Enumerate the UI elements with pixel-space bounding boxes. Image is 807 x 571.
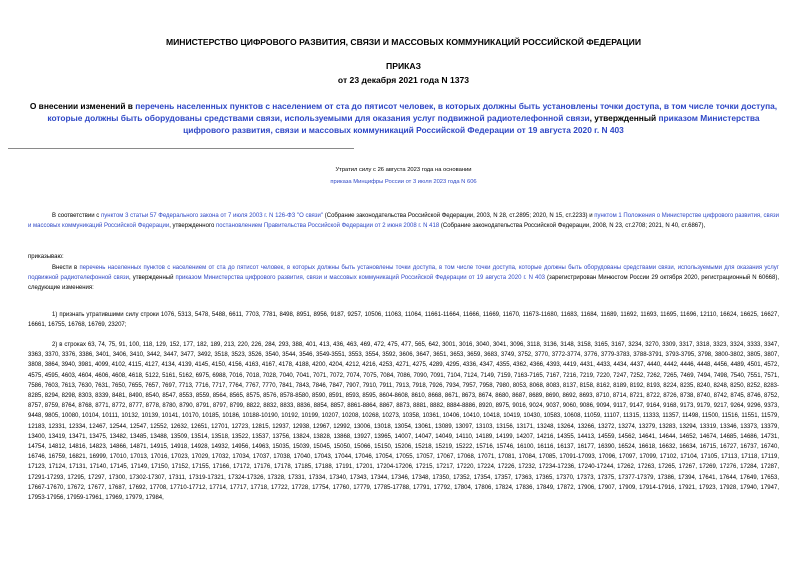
order-word: приказываю: xyxy=(28,254,64,260)
intro-paragraph xyxy=(28,211,779,231)
law-link[interactable]: пунктом 3 статьи 57 Федерального закона от 7 июля 2003 г. N 126-ФЗ "О связи" xyxy=(101,213,324,219)
regulation-link[interactable]: пунктом 1 Положения о Министерстве цифрового развития, связи и массовых коммуникаций Российской Федерации xyxy=(28,213,780,230)
item-1-paragraph xyxy=(28,263,779,294)
divider-line xyxy=(8,148,354,149)
title-prefix: О внесении изменений в xyxy=(29,101,136,111)
subitem-1-paragraph: 1) признать утратившими силу строки 1076, 5313, 5478, 5488, 6611, 7703, 7781, 8498, 8951, 8956, 9187, 9257, 10506, 11063, 11064, 11661-11664, 11666, 11669, 11670, 11673-11680, 11683, 11684, 11689, 11692, 11693, 11695, 11696, 12110, 16624, 16625, 16627, 16661, 16755, 16768, 16769, 23207; xyxy=(28,312,779,329)
item-1-text-2: , утвержденный xyxy=(129,275,176,282)
document-type: ПРИКАЗ xyxy=(386,61,421,71)
item-1-list-link[interactable]: перечень населенных пунктов с населением от ста до пятисот человек, в которых должны быть установлены точки доступа, в том числе точки доступа, которые должны быть оборудованы средствами связи, используемыми для оказания услуг подвижной радиотелефонной связи xyxy=(28,265,779,282)
title-list-link[interactable]: перечень населенных пунктов с населением от ста до пятисот человек, в которых должны быть установлены точки доступа, в том числе точки доступа, которые должны быть оборудованы средствами связи, используемыми для оказания услуг подвижной радиотелефонной связи xyxy=(47,101,778,123)
document-date-number: от 23 декабря 2021 года N 1373 xyxy=(337,75,470,85)
item-1-text-1: Внести в xyxy=(52,265,80,271)
intro-text-4: (Собрание законодательства Российской Федерации, 2008, N 23, ст.2708; 2021, N 40, ст.6867), xyxy=(439,223,706,230)
intro-text-2: (Собрание законодательства Российской Федерации, 2003, N 28, ст.2895; 2020, N 15, ст.2233) и xyxy=(323,213,595,219)
resolution-link[interactable]: постановлением Правительства Российской Федерации от 2 июня 2008 г. N 418 xyxy=(215,223,440,230)
item-1-text-3: (зарегистрирован Минюстом России 29 октября 2020, регистрационный N 60668), следующие изменения: xyxy=(28,275,780,292)
expired-order-link[interactable]: приказа Минцифры России от 3 июля 2023 года N 606 xyxy=(330,179,477,185)
ministry-name: МИНИСТЕРСТВО ЦИФРОВОГО РАЗВИТИЯ, СВЯЗИ И МАССОВЫХ КОММУНИКАЦИЙ РОССИЙСКОЙ ФЕДЕРАЦИИ xyxy=(165,37,642,47)
title-order-link[interactable]: приказом Министерства цифрового развития, связи и массовых коммуникаций Российской Федерации от 19 августа 2020 г. N 403 xyxy=(183,113,760,135)
intro-text-3: , утвержденного xyxy=(169,223,216,230)
document-title xyxy=(28,100,779,136)
subitem-2-paragraph: 2) в строках 63, 74, 75, 91, 100, 118, 129, 152, 177, 182, 189, 213, 220, 226, 284, 293, 388, 401, 413, 436, 463, 469, 472, 475, 477, 565, 642, 3001, 3016, 3040, 3041, 3096, 3118, 3136, 3148, 3158, 3165, 3167, 3234, 3270, 3309, 3317, 3318, 3323, 3324, 3333, 3347, 3363, 3370, 3376, 3386, 3401, 3406, 3410, 3442, 3447, 3477, 3492, 3518, 3523, 3526, 3540, 3544, 3546, 3549-3551, 3553, 3554, 3592, 3606, 3647, 3651, 3653, 3659, 3683, 3749, 3752, 3770, 3772-3774, 3776, 3779-3783, 3788-3791, 3793-3795, 3798, 3800-3802, 3805, 3807, 3808, 3864, 3940, 3981, 4099, 4102, 4115, 4127, 4134, 4139, 4145, 4150, 4156, 4163, 4167, 4178, 4188, 4200, 4204, 4212, 4216, 4253, 4271, 4275, 4289, 4295, 4336, 4347, 4355, 4362, 4366, 4393, 4419, 4431, 4433, 4434, 4437, 4440, 4442, 4446, 4448, 4456, 4489, 4501, 4572, 4575, 4595, 4603, 4604, 4606, 4608, 4618, 5122, 5161, 5162, 6975, 6988, 7016, 7018, 7028, 7040, 7041, 7071, 7072, 7074, 7075, 7084, 7086, 7090, 7091, 7104, 7124, 7149, 7159, 7163-7165, 7167, 7216, 7219, 7220, 7247, 7252, 7262, 7265, 7469, 7494, 7498, 7540, 7551, 7571, 7586, 7603, 7613, 7630, 7631, 7650, 7655, 7657, 7697, 7713, 7716, 7717, 7764, 7767, 7770, 7841, 7843, 7846, 7847, 7907, 7910, 7911, 7913, 7918, 7926, 7934, 7957, 7958, 7980, 8053, 8068, 8083, 8137, 8158, 8162, 8189, 8192, 8193, 8224, 8235, 8240, 8248, 8250, 8252, 8283-8285, 8294, 8298, 8303, 8339, 8481, 8490, 8540, 8547, 8553, 8559, 8564, 8565, 8575, 8576, 8578-8580, 8590, 8591, 8593, 8595, 8604-8608, 8610, 8668, 8671, 8673, 8674, 8680, 8687, 8689, 8690, 8692, 8693, 8710, 8714, 8721, 8722, 8726, 8738, 8740, 8742, 8745, 8746, 8752, 8757, 8759, 8764, 8768, 8771, 8772, 8777, 8778, 8780, 8790, 8791, 8797, 8799, 8822, 8832, 8833, 8836, 8854, 8857, 8861-8864, 8867, 8873, 8881, 8882, 8884-8886, 8920, 8975, 9016, 9024, 9037, 9060, 9086, 9094, 9117, 9147, 9164, 9168, 9173, 9179, 9217, 9264, 9296, 9373, 9448, 9805, 10080, 10104, 10111, 10132, 10139, 10141, 10170, 10185, 10186, 10188-10190, 10192, 10199, 10207, 10208, 10268, 10273, 10358, 10361, 10406, 10410, 10418, 10419, 10430, 10583, 10608, 11059, 11107, 11315, 11333, 11357, 11498, 11500, 11516, 11551, 11579, 12183, 12331, 12334, 12467, 12544, 12547, 12552, 12632, 12651, 12701, 12723, 12815, 12937, 12938, 12967, 12992, 13006, 13018, 13054, 13061, 13089, 13097, 13103, 13156, 13171, 13248, 13264, 13266, 13272, 13274, 13279, 13283, 13294, 13319, 13346, 13373, 13379, 13400, 13419, 13471, 13475, 13482, 13485, 13488, 13509, 13514, 13518, 13522, 13537, 13756, 13824, 13828, 13868, 13927, 13965, 14007, 14047, 14049, 14110, 14189, 14199, 14207, 14216, 14355, 14413, 14559, 14562, 14641, 14644, 14652, 14674, 14685, 14686, 14731, 14754, 14812, 14816, 14823, 14866, 14871, 14915, 14918, 14928, 14932, 14956, 14963, 15035, 15039, 15045, 15050, 15066, 15150, 15206, 15218, 15219, 15222, 15716, 15746, 16100, 16116, 16137, 16177, 16390, 16524, 16618, 16632, 16634, 16715, 16727, 16737, 16740, 16746, 16759, 16821, 16999, 17010, 17013, 17016, 17023, 17029, 17032, 17034, 17037, 17038, 17040, 17043, 17044, 17046, 17054, 17055, 17057, 17067, 17068, 17071, 17081, 17084, 17085, 17091-17093, 17096, 17097, 17099, 17102, 17104, 17105, 17113, 17118, 17119, 17123, 17124, 17131, 17140, 17145, 17149, 17150, 17152, 17155, 17166, 17172, 17176, 17178, 17185, 17188, 17191, 17201, 17204-17206, 17215, 17217, 17220, 17224, 17226, 17232, 17234-17236, 17240-17244, 17262, 17263, 17265, 17267, 17269, 17276, 17284, 17287, 17291-17293, 17295, 17297, 17300, 17302-17307, 17311, 17319-17321, 17324-17326, 17328, 17331, 17334, 17340, 17343, 17344, 17346, 17348, 17350, 17352, 17354, 17357, 17363, 17365, 17370, 17373, 17375, 17377-17379, 17386, 17394, 17641, 17644, 17649, 17653, 17667-17670, 17672, 17677, 17687, 17692, 17708, 17710-17712, 17714, 17717, 17718, 17722, 17728, 17754, 17760, 17779, 17785-17788, 17791, 17792, 17804, 17806, 17824, 17836, 17849, 17872, 17906, 17907, 17909, 17914-17916, 17921, 17923, 17928, 17940, 17947, 17953-17956, 17959-17961, 17969, 17979, 17984, xyxy=(28,342,779,502)
expired-note: Утратил силу с 26 августа 2023 года на основании xyxy=(335,167,472,173)
item-1-order-link[interactable]: приказом Министерства цифрового развития, связи и массовых коммуникаций Российской Федерации от 19 августа 2020 г. N 403 xyxy=(175,275,546,282)
title-middle: , утвержденный xyxy=(589,113,659,123)
intro-text-1: В соответствии с xyxy=(52,213,102,219)
